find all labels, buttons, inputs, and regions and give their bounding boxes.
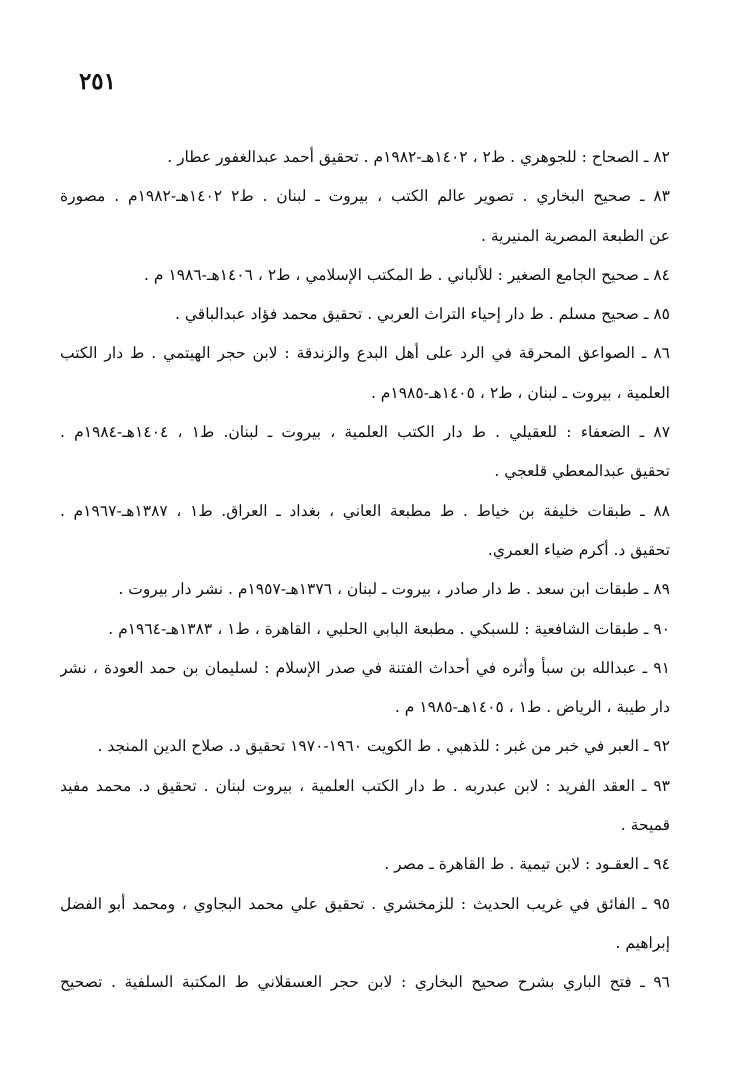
bibliography-list (60, 138, 670, 1003)
bibliography-entry-90 (60, 610, 670, 649)
bibliography-entry-94 (60, 845, 670, 884)
bibliography-entry-83 (60, 177, 670, 256)
bibliography-entry-95 (60, 885, 670, 964)
entry-line: ٩٤ ـ العقـود : لابن تيمية . ط القاهرة ـ مصر . (384, 855, 670, 874)
bibliography-entry-91 (60, 649, 670, 728)
bibliography-entry-86 (60, 334, 670, 413)
entry-line: ٨٣ ـ صحيح البخاري . تصوير عالم الكتب ، بيروت ـ لبنان . ط٢ ١٤٠٢هـ-١٩٨٢م . مصورة (60, 187, 670, 206)
entry-line: قميحة . (620, 816, 670, 835)
bibliography-entry-85 (60, 295, 670, 334)
entry-line: ٨٥ ـ صحيح مسلم . ط دار إحياء التراث العربي . تحقيق محمد فؤاد عبدالباقي . (175, 305, 670, 324)
bibliography-entry-82 (60, 138, 670, 177)
bibliography-entry-93 (60, 767, 670, 846)
bibliography-entry-89 (60, 570, 670, 609)
entry-line: ٩١ ـ عبدالله بن سبأ وأثره في أحداث الفتنة في صدر الإسلام : لسليمان بن حمد العودة ، نشر (60, 658, 670, 677)
entry-line: ٩٣ ـ العقد الفريد : لابن عبدربه . ط دار الكتب العلمية ، بيروت لبنان . تحقيق د. محمد مفيد (60, 776, 670, 795)
entry-line: ٨٤ ـ صحيح الجامع الصغير : للألباني . ط المكتب الإسلامي ، ط٢ ، ١٤٠٦هـ-١٩٨٦ م . (143, 265, 670, 284)
entry-line: ٨٩ ـ طبقات ابن سعد . ط دار صادر ، بيروت ـ لبنان ، ١٣٧٦هـ-١٩٥٧م . نشر دار بيروت . (118, 580, 670, 599)
entry-line: تحقيق عبدالمعطي قلعجي . (494, 462, 670, 481)
bibliography-entry-84 (60, 256, 670, 295)
entry-line: إبراهيم . (615, 933, 670, 952)
bibliography-entry-96 (60, 963, 670, 1002)
bibliography-entry-88 (60, 492, 670, 571)
entry-line: عن الطبعة المصرية المنيرية . (480, 226, 670, 245)
entry-line: العلمية ، بيروت ـ لبنان ، ط٢ ، ١٤٠٥هـ-١٩٨٥م . (370, 383, 670, 402)
entry-line: ٨٨ ـ طبقات خليفة بن خياط . ط مطبعة العاني ، بغداد ـ العراق. ط١ ، ١٣٨٧هـ-١٩٦٧م . (60, 501, 670, 520)
entry-line: ٨٦ ـ الصواعق المحرقة في الرد على أهل البدع والزندقة : لابن حجر الهيتمي . ط دار الكتب (60, 344, 670, 363)
entry-line: ٩٥ ـ الفائق في غريب الحديث : للزمخشري . تحقيق علي محمد البجاوي ، ومحمد أبو الفضل (60, 894, 670, 913)
entry-line: تحقيق د. أكرم ضياء العمري. (487, 540, 670, 559)
bibliography-entry-92 (60, 727, 670, 766)
entry-line: ٩٦ ـ فتح الباري بشرح صحيح البخاري : لابن حجر العسقلاني ط المكتبة السلفية . تصحيح (60, 973, 670, 992)
entry-line: ٨٧ ـ الضعفاء : للعقيلي . ط دار الكتب العلمية ، بيروت ـ لبنان. ط١ ، ١٤٠٤هـ-١٩٨٤م . (60, 423, 670, 442)
page-number: ٢٥١ (78, 68, 116, 95)
bibliography-entry-87 (60, 413, 670, 492)
entry-line: ٩٢ ـ العبر في خبر من غبر : للذهبي . ط الكويت ١٩٦٠-١٩٧٠ تحقيق د. صلاح الدين المنجد . (97, 737, 670, 756)
entry-line: دار طيبة ، الرياض . ط١ ، ١٤٠٥هـ-١٩٨٥ م . (394, 698, 670, 717)
entry-line: ٨٢ ـ الصحاح : للجوهري . ط٢ ، ١٤٠٢هـ-١٩٨٢م . تحقيق أحمد عبدالغفور عطار . (167, 148, 670, 166)
entry-line: ٩٠ ـ طبقات الشافعية : للسبكي . مطبعة البابي الحلبي ، القاهرة ، ط١ ، ١٣٨٣هـ-١٩٦٤م . (108, 619, 670, 638)
